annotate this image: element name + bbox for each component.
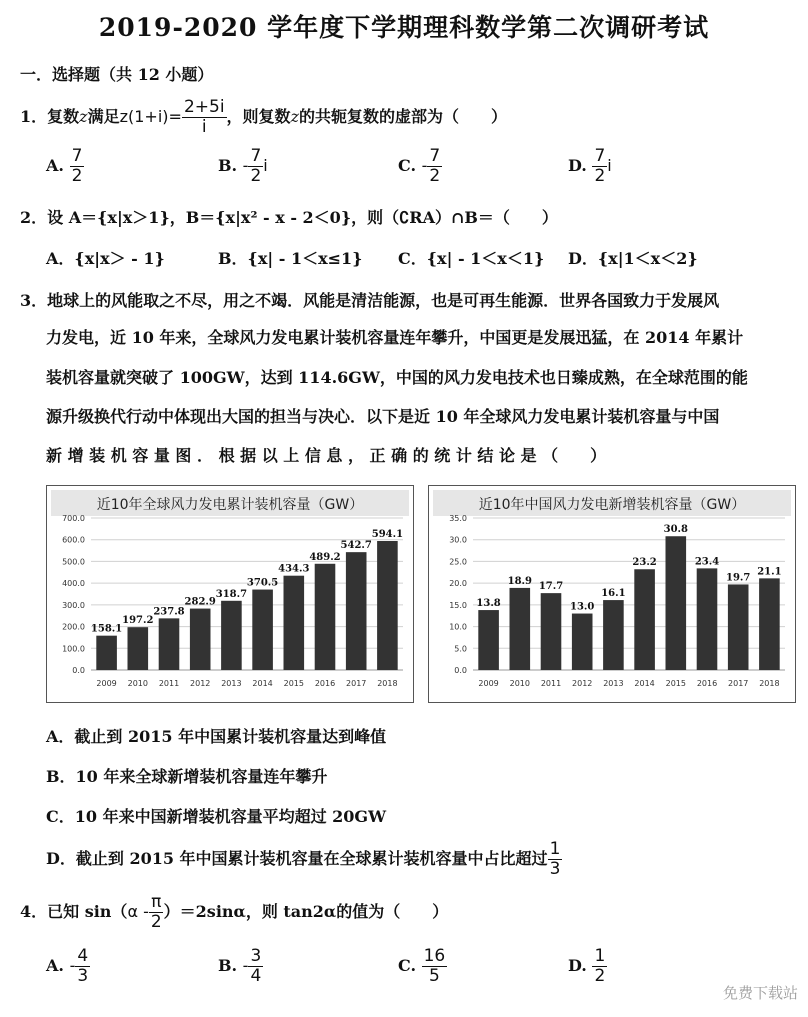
y-tick-label: 25.0	[449, 557, 467, 567]
y-tick-label: 100.0	[62, 644, 85, 654]
x-tick-label: 2014	[634, 679, 655, 688]
y-tick-label: 15.0	[449, 600, 467, 610]
y-tick-label: 5.0	[454, 644, 467, 654]
x-tick-label: 2017	[728, 679, 749, 688]
q1-option-d[interactable]: D. $\frac{7}{2}$ i	[568, 146, 612, 186]
q1-text-b: 满足	[87, 107, 120, 126]
question-4: 4．已知 sin（α - $\frac{\pi}{2}$ ）＝2sinα，则 tan2α的值为（ ）	[20, 892, 449, 932]
x-tick-label: 2018	[759, 679, 780, 688]
bar	[759, 578, 780, 670]
q1-fraction	[182, 98, 227, 137]
bar-value-label: 23.2	[632, 557, 657, 569]
y-tick-label: 30.0	[449, 535, 467, 545]
page-title: 2019-2020 学年度下学期理科数学第二次调研考试	[98, 13, 710, 42]
chart-title: 近10年全球风力发电累计装机容量（GW）	[96, 497, 364, 513]
q1-number: 1．	[20, 107, 48, 126]
q4-option-b[interactable]: B. - $\frac{3}{4}$	[218, 946, 262, 986]
y-tick-label: 20.0	[449, 579, 467, 589]
x-tick-label: 2015	[665, 679, 686, 688]
bar-value-label: 13.8	[476, 598, 501, 610]
bar	[510, 588, 531, 670]
q1-lhs: z(1+i)=	[119, 107, 182, 126]
y-tick-label: 400.0	[62, 579, 85, 589]
q3-line-1: 3．地球上的风能取之不尽，用之不竭．风能是清洁能源，也是可再生能源．世界各国致力于发展风	[20, 291, 720, 310]
q3-option-c[interactable]: C．10 年来中国新增装机容量平均超过 20GW	[46, 807, 387, 826]
global-capacity-chart	[46, 485, 414, 703]
q3-option-b[interactable]: B．10 年来全球新增装机容量连年攀升	[46, 767, 328, 786]
bar-value-label: 318.7	[215, 588, 248, 600]
bar	[377, 541, 398, 670]
q4-option-c[interactable]: C. $\frac{16}{5}$	[398, 946, 446, 986]
bar-value-label: 30.8	[663, 524, 688, 536]
bar-value-label: 489.2	[309, 551, 341, 563]
q3-line-5: 新 增 装 机 容 量 图 ． 根 据 以 上 信 息 ， 正 确 的 统 计 结 论 是 （ ）	[46, 446, 607, 465]
bar-value-label: 237.8	[153, 606, 185, 618]
bar	[221, 601, 242, 670]
question-1	[20, 98, 507, 137]
bar	[634, 569, 655, 670]
bar-value-label: 19.7	[726, 572, 751, 584]
q4-option-d[interactable]: D. $\frac{1}{2}$	[568, 946, 606, 986]
y-tick-label: 35.0	[449, 514, 467, 523]
x-tick-label: 2015	[283, 679, 304, 688]
q2-option-b[interactable]: B．{x| - 1＜x≤1}	[218, 249, 363, 268]
q1-frac-den: i	[201, 117, 207, 137]
bar-value-label: 158.1	[90, 623, 123, 635]
bar	[190, 609, 211, 670]
q2-option-a[interactable]: A．{x|x＞ - 1}	[46, 249, 165, 268]
q3-line-4: 源升级换代行动中体现出大国的担当与决心．以下是近 10 年全球风力发电累计装机容量与中国	[46, 407, 720, 426]
q2-option-d[interactable]: D．{x|1＜x＜2}	[568, 249, 698, 268]
x-tick-label: 2011	[540, 679, 562, 688]
bar-value-label: 594.1	[371, 528, 404, 540]
x-tick-label: 2016	[696, 679, 718, 688]
china-new-capacity-chart-svg	[429, 486, 795, 702]
x-tick-label: 2012	[572, 679, 593, 688]
bar-value-label: 21.1	[757, 566, 782, 578]
q1-frac-num: 2+5i	[183, 97, 225, 117]
x-tick-label: 2011	[158, 679, 180, 688]
y-tick-label: 500.0	[62, 557, 85, 567]
q3-line-3: 装机容量就突破了 100GW，达到 114.6GW，中国的风力发电技术也日臻成熟，在全球范围的能	[46, 368, 748, 387]
q3-option-a[interactable]: A．截止到 2015 年中国累计装机容量达到峰值	[46, 727, 387, 746]
bar-value-label: 434.3	[278, 563, 310, 575]
bar	[697, 568, 718, 670]
bar	[346, 552, 367, 670]
q3-option-d[interactable]: D．截止到 2015 年中国累计装机容量在全球累计装机容量中占比超过 $\frac{1}{3}$	[46, 839, 561, 879]
x-tick-label: 2018	[377, 679, 398, 688]
bar	[603, 600, 624, 670]
bar-value-label: 13.0	[570, 601, 595, 613]
bar-value-label: 23.4	[694, 556, 720, 568]
q1-var-z: z	[79, 107, 88, 126]
x-tick-label: 2013	[221, 679, 242, 688]
q2-option-c[interactable]: C．{x| - 1＜x＜1}	[398, 249, 545, 268]
bar	[252, 590, 273, 670]
q1-option-a[interactable]: A. $\frac{7}{2}$	[46, 146, 83, 186]
watermark-text: 免费下载站	[722, 984, 798, 1002]
china-new-capacity-chart	[428, 485, 796, 703]
bar-value-label: 282.9	[184, 596, 216, 608]
bar	[128, 627, 149, 670]
bar	[478, 610, 499, 670]
section-heading: 一．选择题（共 12 小题）	[20, 65, 214, 84]
x-tick-label: 2009	[96, 679, 117, 688]
x-tick-label: 2017	[346, 679, 367, 688]
x-tick-label: 2010	[509, 679, 530, 688]
q1-text-a: 复数	[47, 107, 80, 126]
q1-text-c: ，则复数	[226, 107, 291, 126]
x-tick-label: 2012	[190, 679, 211, 688]
bar	[159, 618, 180, 670]
bar	[728, 584, 749, 670]
x-tick-label: 2009	[478, 679, 499, 688]
q1-option-b[interactable]: B. - $\frac{7}{2}$ i	[218, 146, 268, 186]
bar	[666, 536, 687, 670]
chart-title: 近10年中国风力发电新增装机容量（GW）	[478, 497, 746, 513]
y-tick-label: 600.0	[62, 535, 85, 545]
q4-option-a[interactable]: A. - $\frac{4}{3}$	[46, 946, 89, 986]
q1-text-d: 的共轭复数的虚部为（ ）	[299, 107, 508, 126]
x-tick-label: 2016	[314, 679, 336, 688]
x-tick-label: 2013	[603, 679, 624, 688]
bar	[541, 593, 562, 670]
y-tick-label: 10.0	[449, 622, 467, 632]
y-tick-label: 0.0	[72, 666, 85, 675]
y-tick-label: 300.0	[62, 600, 85, 610]
bar-value-label: 542.7	[340, 540, 372, 552]
bar-value-label: 370.5	[246, 577, 279, 589]
question-2: 2．设 A＝{x|x＞1}，B＝{x|x² - x - 2＜0}，则（∁RA）∩B＝（ ）	[20, 208, 558, 227]
q1-var-z2: z	[290, 107, 299, 126]
bar-value-label: 17.7	[538, 581, 564, 593]
x-tick-label: 2014	[252, 679, 273, 688]
q1-option-c[interactable]: C. - $\frac{7}{2}$	[398, 146, 441, 186]
y-tick-label: 200.0	[62, 622, 85, 632]
global-capacity-chart-svg	[47, 486, 413, 702]
y-tick-label: 700.0	[62, 514, 85, 523]
bar	[572, 614, 593, 670]
y-tick-label: 0.0	[454, 666, 467, 675]
bar-value-label: 18.9	[507, 575, 532, 587]
x-tick-label: 2010	[127, 679, 148, 688]
q3-line-2: 力发电，近 10 年来，全球风力发电累计装机容量连年攀升，中国更是发展迅猛，在 2014 年累计	[46, 328, 744, 347]
bar	[315, 564, 336, 670]
bar	[284, 576, 305, 670]
bar-value-label: 16.1	[601, 588, 626, 600]
bar-value-label: 197.2	[122, 615, 154, 627]
bar	[96, 636, 117, 670]
